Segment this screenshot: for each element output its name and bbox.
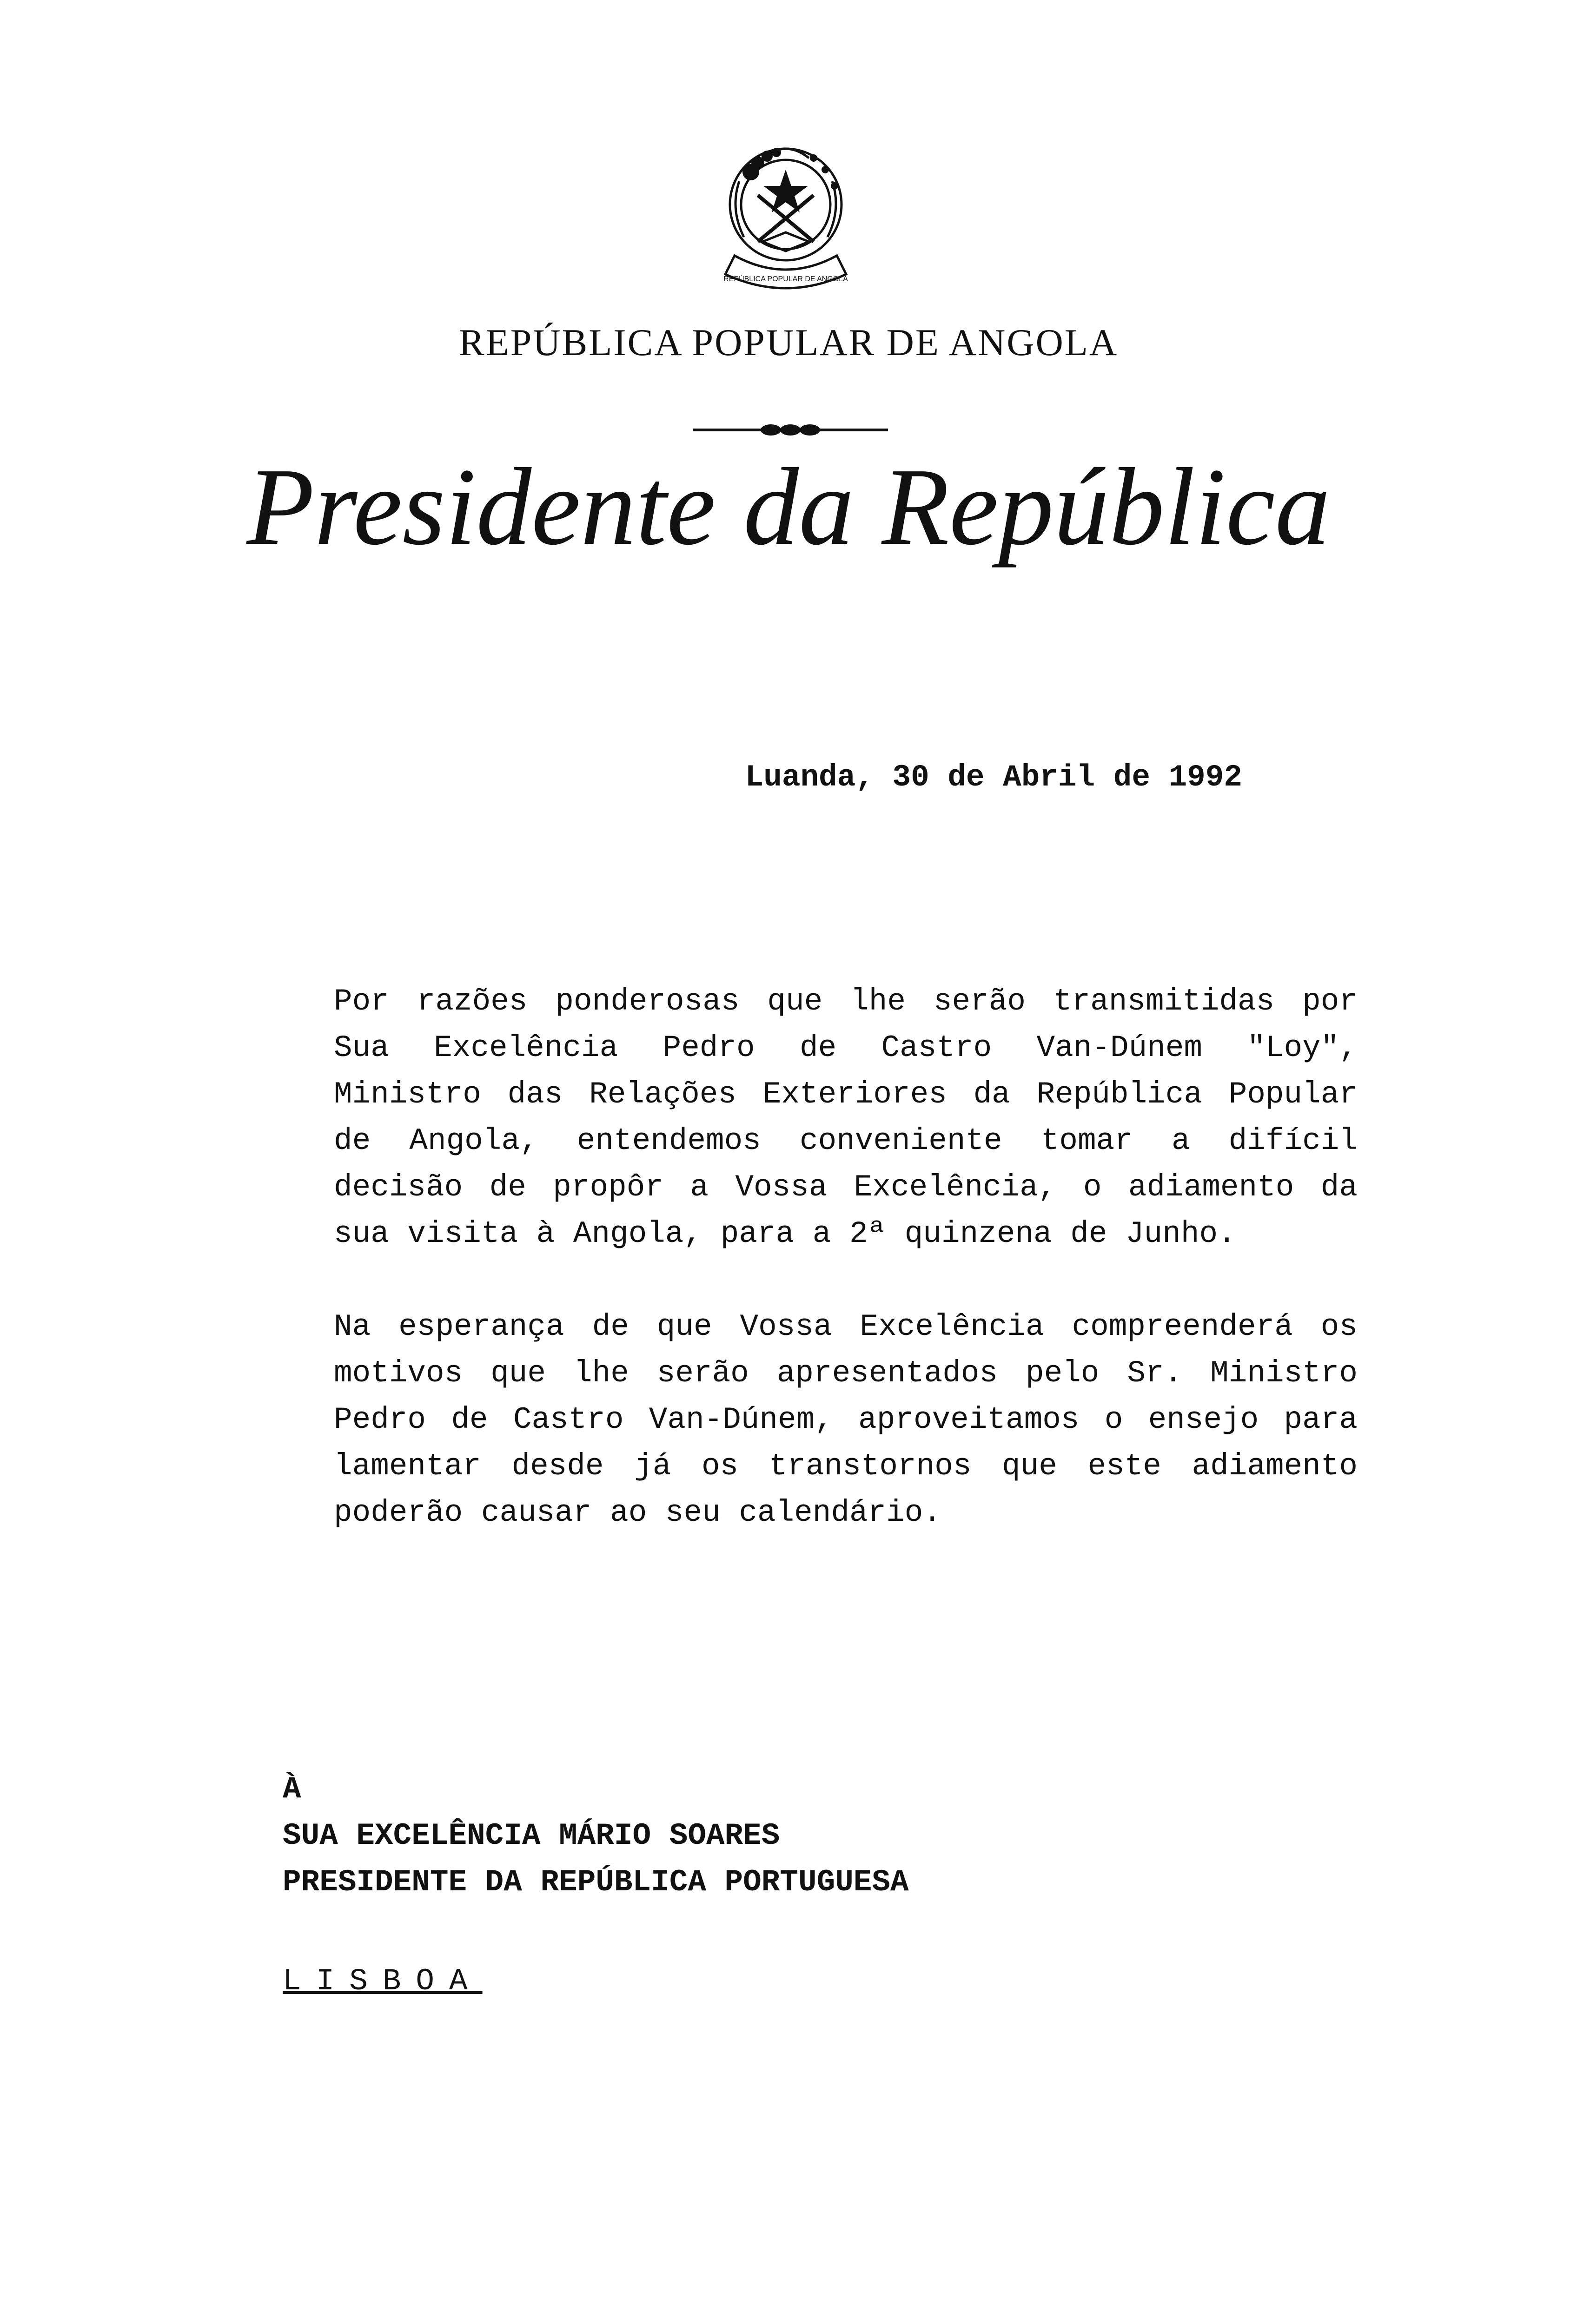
body-paragraph-1: Por razões ponderosas que lhe serão transmitidas por Sua Excelência Pedro de Castro Van-Dúnem "Loy", Ministro das Relações Exteriores da República Popular de Angola, entendemos conveniente tomar a difícil decisão de propôr a Vossa Excelência, o adiamento da sua visita à Angola, para a 2ª quinzena de Junho. [334, 984, 1358, 1251]
recipient-block [283, 1766, 909, 1906]
ornamental-divider [693, 421, 888, 439]
date-line: Luanda, 30 de Abril de 1992 [745, 760, 1242, 795]
letterhead-title: Presidente da República [246, 446, 1331, 568]
body-paragraph-2: Na esperança de que Vossa Excelência compreenderá os motivos que lhe serão apresentados pelo Sr. Ministro Pedro de Castro Van-Dúnem, aproveitamos o ensejo para lamentar desde já os transtornos que este adiamento poderão causar ao seu calendário. [334, 1309, 1358, 1530]
recipient-line-2: SUA EXCELÊNCIA MÁRIO SOARES [283, 1818, 780, 1853]
angola-coat-of-arms-icon [707, 125, 865, 311]
recipient-line-3: PRESIDENTE DA REPÚBLICA PORTUGUESA [283, 1865, 909, 1900]
svg-text:REPÚBLICA POPULAR DE ANGOLA: REPÚBLICA POPULAR DE ANGOLA [723, 275, 848, 283]
recipient-line-1: À [283, 1772, 301, 1807]
recipient-city: LISBOA [283, 1964, 483, 1999]
country-name: REPÚBLICA POPULAR DE ANGOLA [458, 321, 1119, 363]
